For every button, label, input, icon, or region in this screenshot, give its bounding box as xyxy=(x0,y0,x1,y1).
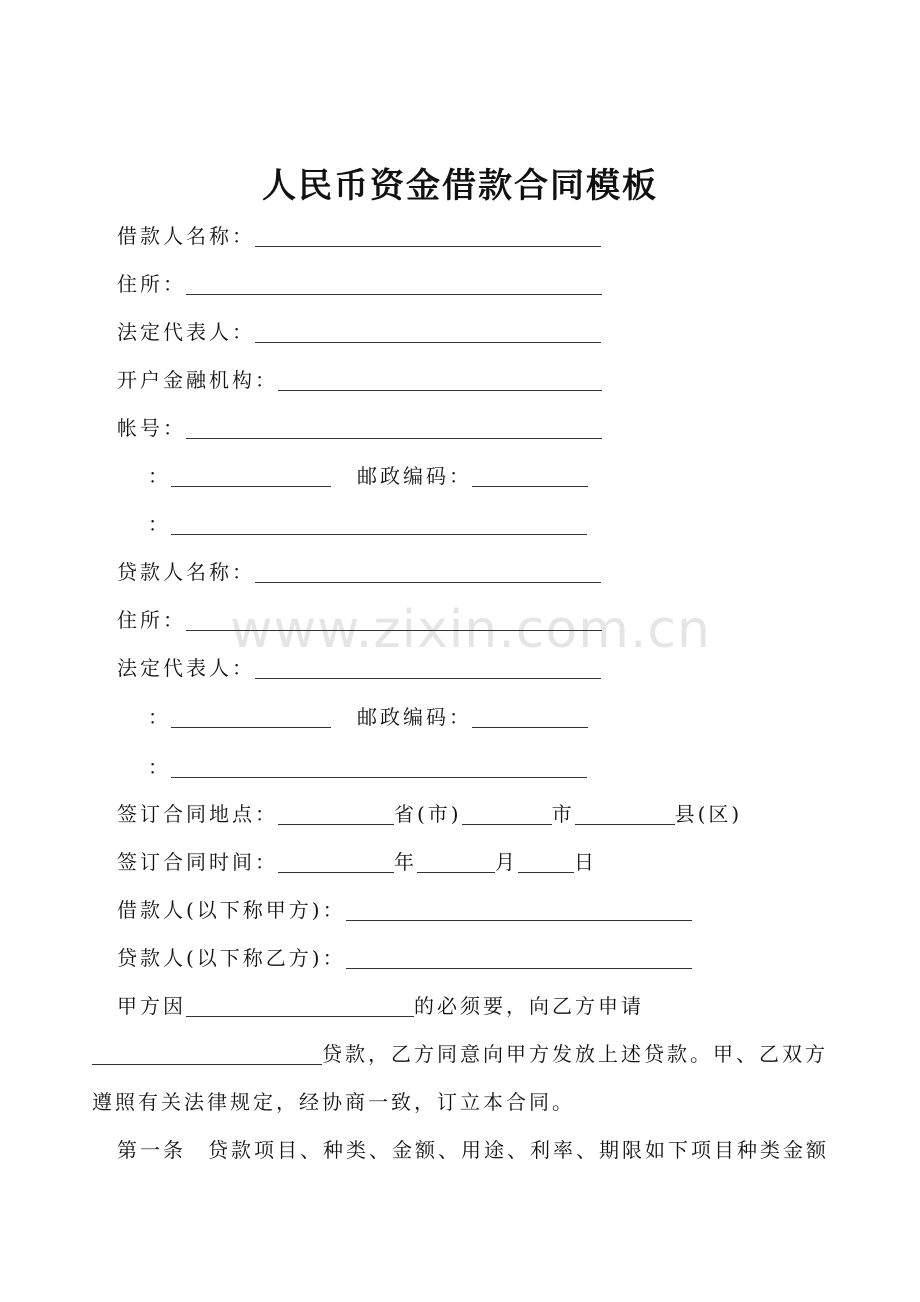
para1-line2: 贷款，乙方同意向甲方发放上述贷款。甲、乙双方 xyxy=(322,1042,828,1066)
borrower-bank-label: 开户金融机构： xyxy=(117,368,278,392)
party-a-field[interactable] xyxy=(346,898,692,921)
party-a-row xyxy=(117,895,692,925)
lender-extra-row xyxy=(148,752,587,782)
party-a-label: 借款人(以下称甲方)： xyxy=(117,898,346,922)
borrower-bank-row xyxy=(117,365,602,395)
lender-colon-2: ： xyxy=(148,755,171,779)
article-1-label: 第一条 xyxy=(117,1138,186,1162)
lender-legal-rep-label: 法定代表人： xyxy=(117,656,255,680)
lender-extra-field[interactable] xyxy=(171,755,587,778)
borrower-postcode-label: 邮政编码： xyxy=(357,464,472,488)
lender-address-field[interactable] xyxy=(186,608,602,631)
borrower-legal-rep-row xyxy=(117,317,601,347)
para1-start: 甲方因 xyxy=(117,994,186,1018)
signing-city-label: 市 xyxy=(551,802,575,826)
signing-month-field[interactable] xyxy=(417,850,495,873)
paragraph-line-3 xyxy=(92,1087,575,1117)
borrower-account-row xyxy=(117,413,602,443)
signing-province-label: 省(市) xyxy=(394,802,462,826)
borrower-legal-rep-label: 法定代表人： xyxy=(117,320,255,344)
lender-postcode-field[interactable] xyxy=(472,705,588,728)
para1-line3: 遵照有关法律规定，经协商一致，订立本合同。 xyxy=(92,1090,575,1114)
loan-reason-field[interactable] xyxy=(186,994,414,1017)
lender-colon-1: ： xyxy=(148,705,171,729)
signing-county-field[interactable] xyxy=(575,802,675,825)
borrower-legal-rep-field[interactable] xyxy=(255,320,601,343)
loan-amount-field[interactable] xyxy=(92,1042,322,1065)
lender-address-label: 住所： xyxy=(117,608,186,632)
paragraph-line-1 xyxy=(117,991,644,1021)
lender-postcode-label: 邮政编码： xyxy=(357,705,472,729)
article-1-text: 贷款项目、种类、金额、用途、利率、期限如下项目种类金额 xyxy=(208,1138,829,1162)
borrower-account-field[interactable] xyxy=(186,416,602,439)
signing-city-field[interactable] xyxy=(462,802,552,825)
signing-year-label: 年 xyxy=(394,850,417,874)
borrower-bank-field[interactable] xyxy=(278,368,602,391)
signing-county-label: 县(区) xyxy=(674,802,743,826)
borrower-contact-field[interactable] xyxy=(171,464,331,487)
borrower-contact-row xyxy=(148,461,588,491)
borrower-account-label: 帐号： xyxy=(117,416,186,440)
signing-place-row xyxy=(117,799,742,829)
borrower-extra-field[interactable] xyxy=(171,512,587,535)
paragraph-line-2 xyxy=(92,1039,828,1069)
party-b-row xyxy=(117,943,692,973)
party-b-field[interactable] xyxy=(346,946,692,969)
borrower-name-label: 借款人名称： xyxy=(117,224,255,248)
article-1-row xyxy=(117,1135,829,1165)
borrower-name-row xyxy=(117,221,601,251)
borrower-address-field[interactable] xyxy=(186,272,602,295)
borrower-address-row xyxy=(117,269,602,299)
lender-name-label: 贷款人名称： xyxy=(117,560,255,584)
borrower-extra-row xyxy=(148,509,587,539)
signing-month-label: 月 xyxy=(495,850,518,874)
borrower-name-field[interactable] xyxy=(255,224,601,247)
borrower-colon-2: ： xyxy=(148,512,171,536)
party-b-label: 贷款人(以下称乙方)： xyxy=(117,946,346,970)
signing-time-label: 签订合同时间： xyxy=(117,850,278,874)
signing-place-label: 签订合同地点： xyxy=(117,802,278,826)
signing-year-field[interactable] xyxy=(278,850,394,873)
document-title: 人民币资金借款合同模板 xyxy=(262,166,658,206)
signing-time-row xyxy=(117,847,597,877)
signing-day-field[interactable] xyxy=(518,850,574,873)
signing-day-label: 日 xyxy=(574,850,597,874)
lender-legal-rep-row xyxy=(117,653,601,683)
lender-contact-field[interactable] xyxy=(171,705,331,728)
lender-address-row xyxy=(117,605,602,635)
borrower-postcode-field[interactable] xyxy=(472,464,588,487)
watermark: www.zixin.com.cn xyxy=(230,600,711,660)
lender-name-row xyxy=(117,557,601,587)
borrower-address-label: 住所： xyxy=(117,272,186,296)
para1-mid: 的必须要，向乙方申请 xyxy=(414,994,644,1018)
lender-legal-rep-field[interactable] xyxy=(255,656,601,679)
lender-contact-row xyxy=(148,702,588,732)
signing-province-field[interactable] xyxy=(278,802,394,825)
lender-name-field[interactable] xyxy=(255,560,601,583)
borrower-colon-1: ： xyxy=(148,464,171,488)
